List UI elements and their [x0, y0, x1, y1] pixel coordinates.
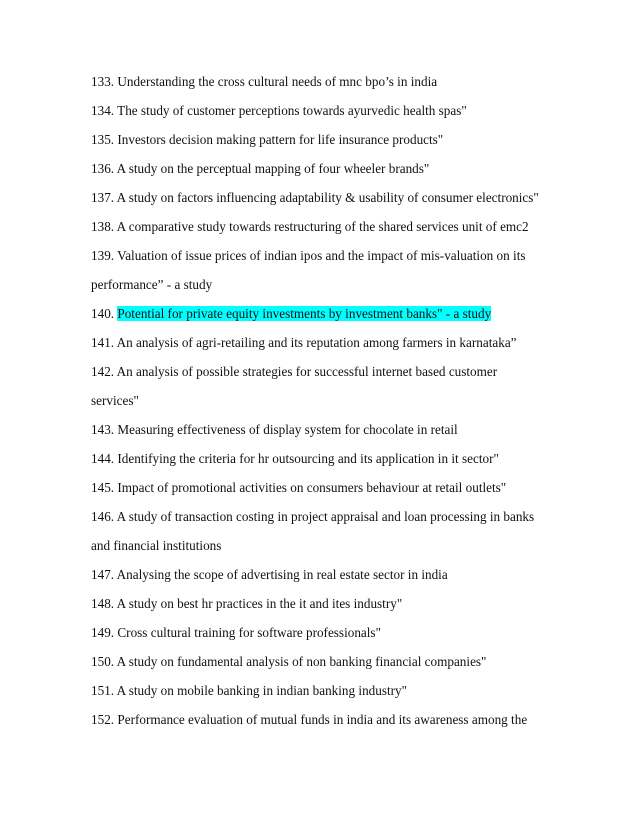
list-line: 134. The study of customer perceptions towards ayurvedic health spas": [91, 103, 467, 118]
list-line: 143. Measuring effectiveness of display system for chocolate in retail: [91, 422, 458, 437]
highlighted-text[interactable]: Potential for private equity investments by investment banks" - a study: [117, 306, 492, 321]
list-line-highlighted: [91, 304, 561, 333]
topic-list: [91, 72, 561, 739]
list-line: 136. A study on the perceptual mapping of four wheeler brands": [91, 161, 430, 176]
list-line: performance” - a study: [91, 277, 213, 292]
list-line: 139. Valuation of issue prices of indian ipos and the impact of mis-valuation on its: [91, 248, 526, 263]
list-line: 138. A comparative study towards restructuring of the shared services unit of emc2: [91, 219, 529, 234]
list-line: 135. Investors decision making pattern for life insurance products": [91, 132, 444, 147]
list-line: 152. Performance evaluation of mutual funds in india and its awareness among the: [91, 712, 528, 727]
list-line: and financial institutions: [91, 538, 222, 553]
list-line: 147. Analysing the scope of advertising in real estate sector in india: [91, 567, 448, 582]
list-line: 151. A study on mobile banking in indian banking industry": [91, 683, 408, 698]
list-line: 148. A study on best hr practices in the it and ites industry": [91, 596, 403, 611]
list-line: 146. A study of transaction costing in project appraisal and loan processing in banks: [91, 509, 535, 524]
list-line: 150. A study on fundamental analysis of non banking financial companies": [91, 654, 487, 669]
list-line: 149. Cross cultural training for software professionals": [91, 625, 381, 640]
list-line: 145. Impact of promotional activities on consumers behaviour at retail outlets": [91, 480, 507, 495]
list-line: 142. An analysis of possible strategies for successful internet based customer: [91, 364, 498, 379]
line-number: 140.: [91, 306, 118, 321]
list-line: services": [91, 393, 139, 408]
list-line: 137. A study on factors influencing adaptability & usability of consumer electronics": [91, 190, 539, 205]
list-line: 141. An analysis of agri-retailing and its reputation among farmers in karnataka”: [91, 335, 517, 350]
list-line: 133. Understanding the cross cultural needs of mnc bpo’s in india: [91, 74, 438, 89]
list-line: 144. Identifying the criteria for hr outsourcing and its application in it sector": [91, 451, 499, 466]
